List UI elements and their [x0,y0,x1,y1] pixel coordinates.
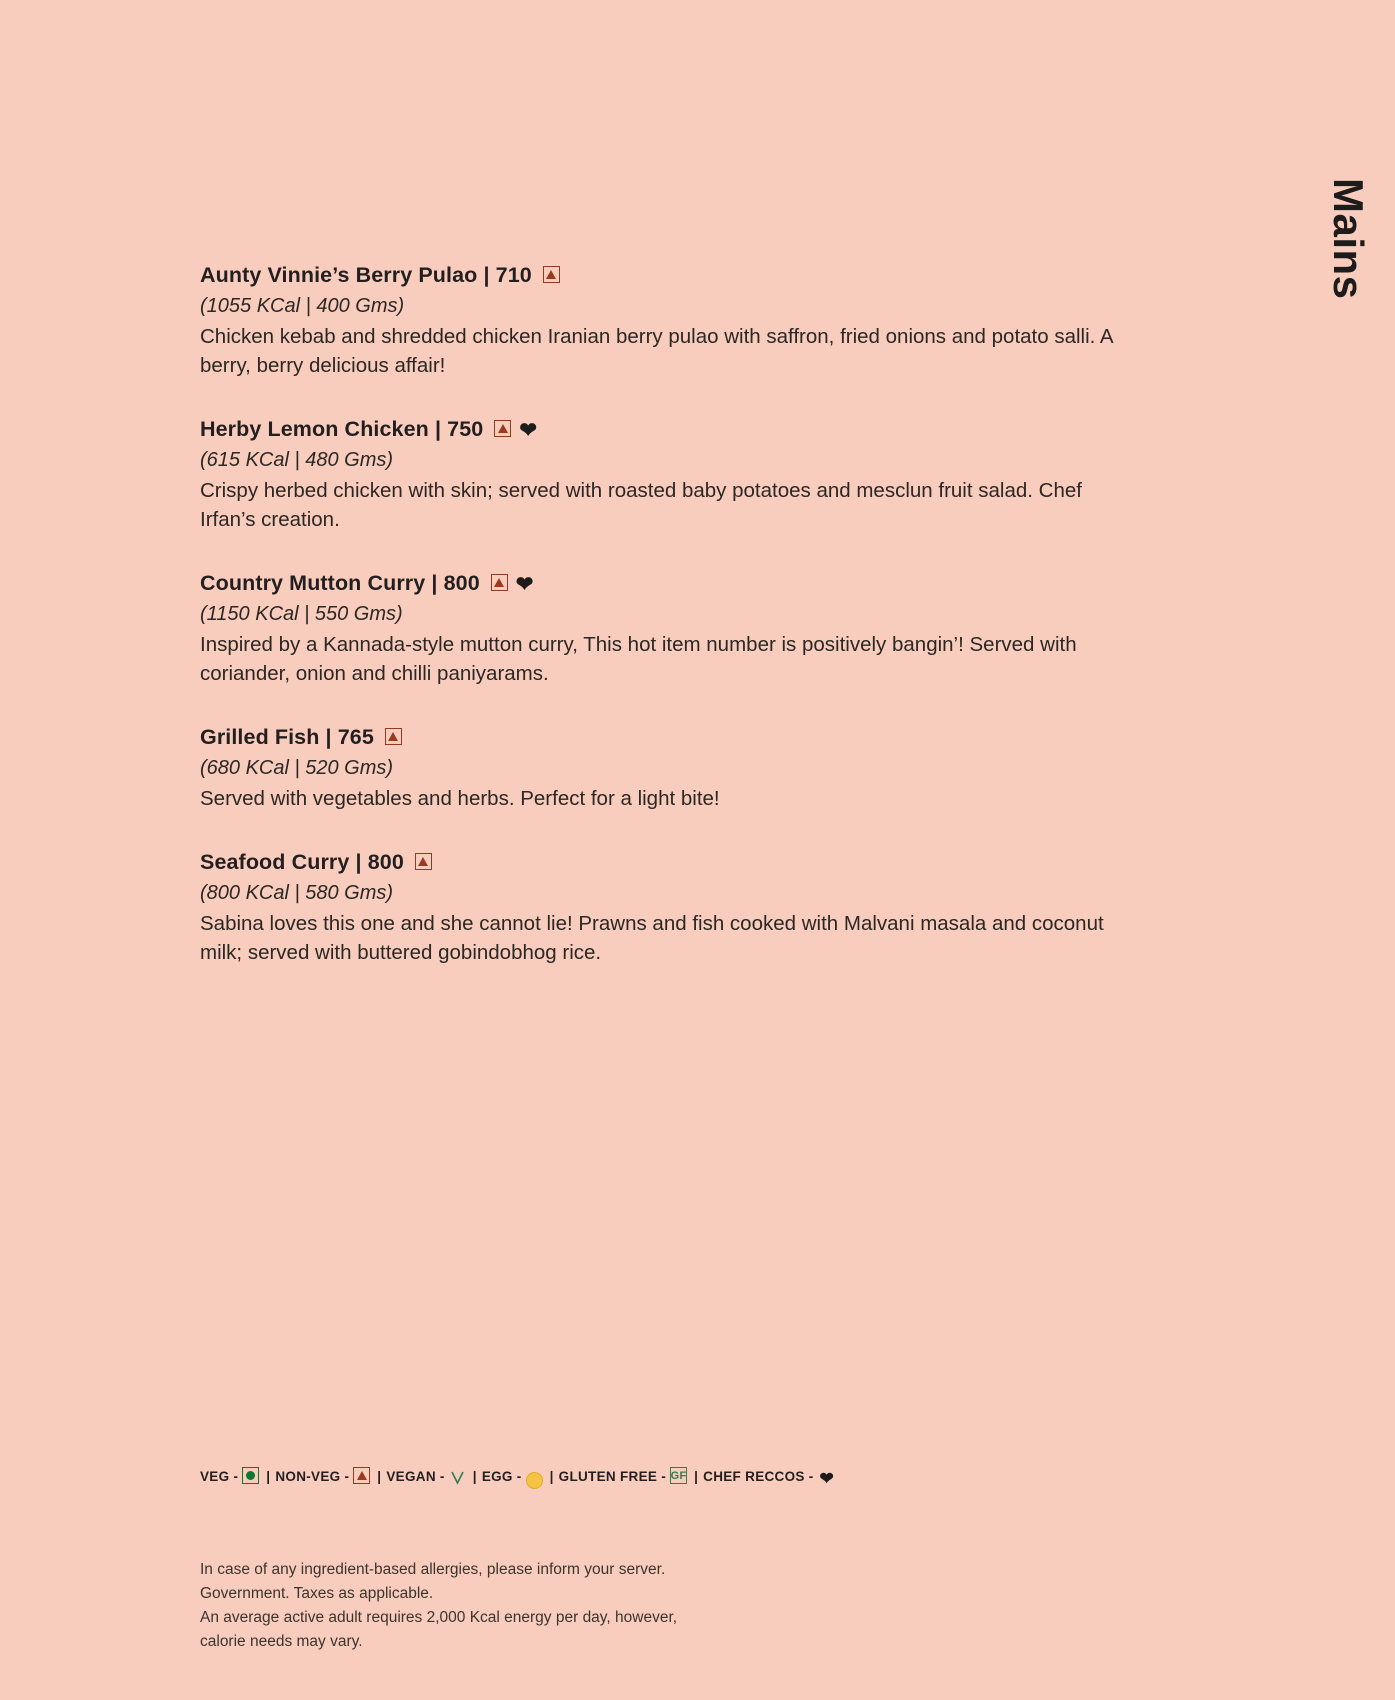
menu-item-header [200,262,1140,289]
footnote-allergies: In case of any ingredient-based allergies, please inform your server. [200,1561,666,1578]
footnote-calories-2: calorie needs may vary. [200,1633,363,1651]
menu-item [200,849,1140,967]
menu-item-title: Country Mutton Curry | 800 [200,571,480,596]
menu-item-description: Sabina loves this one and she cannot lie! Prawns and fish cooked with Malvani masala and coconut milk; served with buttered gobindobhog rice. [200,912,1104,965]
menu-item-nutrition: (1150 KCal | 550 Gms) [200,603,403,626]
veg-icon [242,1467,259,1484]
legend-separator: | [694,1469,699,1484]
menu-item-nutrition: (1055 KCal | 400 Gms) [200,294,405,317]
menu-item-description: Inspired by a Kannada-style mutton curry, This hot item number is positively bangin’! Served with coriander, onion and chilli paniyarams. [200,633,1077,686]
non-veg-icon [353,1467,370,1484]
chef-recco-heart-icon: ❤ [819,1469,835,1488]
non-veg-icon [385,728,402,745]
menu-item-header [200,570,1140,597]
legend-vegan-label: VEGAN - [386,1469,445,1484]
menu-item [200,570,1140,688]
menu-item-title: Grilled Fish | 765 [200,725,374,750]
menu-item-description: Served with vegetables and herbs. Perfect for a light bite! [200,787,720,811]
menu-item-header [200,724,1140,751]
menu-item-title: Herby Lemon Chicken | 750 [200,417,484,442]
menu-item [200,724,1140,813]
non-veg-icon [494,420,511,437]
legend-separator: | [549,1469,554,1484]
chef-recco-heart-icon: ❤ [519,419,537,443]
page-title: Mains [1325,178,1372,300]
legend-separator: | [266,1469,271,1484]
menu-item [200,416,1140,534]
legend-veg-label: VEG - [200,1469,239,1484]
legend [200,1468,835,1488]
legend-gluten-free-label: GLUTEN FREE - [558,1469,667,1484]
non-veg-icon [543,266,560,283]
non-veg-icon [491,574,508,591]
menu-item-nutrition: (680 KCal | 520 Gms) [200,757,394,780]
footnotes [200,1558,677,1654]
menu-item-description: Crispy herbed chicken with skin; served with roasted baby potatoes and mesclun fruit salad. Chef Irfan’s creation. [200,478,1082,532]
menu-item-header [200,416,1140,443]
vegan-leaf-icon [449,1469,466,1486]
legend-separator: | [472,1469,477,1484]
non-veg-icon [415,853,432,870]
legend-chef-reccos-label: CHEF RECCOS - [703,1469,814,1484]
menu-item-title: Seafood Curry | 800 [200,850,404,875]
menu-item-description: Chicken kebab and shredded chicken Iranian berry pulao with saffron, fried onions and potato salli. A berry, berry delicious affair! [200,324,1113,377]
legend-nonveg-label: NON-VEG - [275,1469,350,1484]
menu-item-title: Aunty Vinnie’s Berry Pulao | 710 [200,263,532,287]
menu-item-nutrition: (615 KCal | 480 Gms) [200,448,394,471]
menu-items-list [200,262,1140,1003]
legend-egg-label: EGG - [481,1469,522,1484]
footnote-calories-1: An average active adult requires 2,000 Kcal energy per day, however, [200,1609,678,1627]
chef-recco-heart-icon: ❤ [515,573,534,597]
footnote-taxes: Government. Taxes as applicable. [200,1585,434,1603]
menu-item-header [200,849,1140,876]
menu-item [200,262,1140,380]
gluten-free-icon: GF [670,1467,687,1484]
legend-separator: | [377,1469,382,1484]
egg-icon [526,1472,543,1489]
menu-item-nutrition: (800 KCal | 580 Gms) [200,882,394,905]
